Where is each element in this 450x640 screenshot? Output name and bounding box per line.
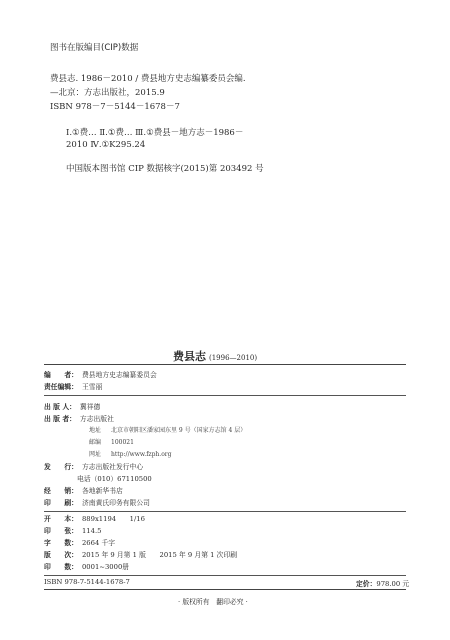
publisher-rep-value: 冀祥德 <box>79 403 101 411</box>
publisher-rep-label: 出 版 人： <box>44 403 76 411</box>
responsible-editor-value: 王雪丽 <box>81 383 103 391</box>
words-label: 字 数： <box>44 539 78 547</box>
editor-value: 费县地方史志编纂委员会 <box>81 371 157 379</box>
distribution-value: 方志出版社发行中心 <box>81 463 144 471</box>
words-row <box>44 537 115 547</box>
phone-row <box>77 473 152 483</box>
print-run-label: 印 数： <box>44 563 78 571</box>
isbn: ISBN 978-7-5144-1678-7 <box>44 578 130 586</box>
website-row <box>89 449 172 458</box>
cip-line-record-number: 中国版本图书馆 CIP 数据核字(2015)第 203492 号 <box>66 164 264 174</box>
editor-label: 编 者： <box>44 371 78 379</box>
print-run-row <box>44 561 129 571</box>
publisher-value: 方志出版社 <box>79 415 114 423</box>
address-value: 北京市朝阳区潘家园东里 9 号（国家方志馆 4 层） <box>111 427 247 434</box>
divider-3 <box>44 511 406 512</box>
distribution-label: 发 行： <box>44 463 78 471</box>
words-value: 2664 千字 <box>81 539 116 547</box>
cip-line-classification-cont: 2010 Ⅳ.①K295.24 <box>66 140 146 150</box>
website-label: 网址 <box>89 451 102 458</box>
price <box>356 578 409 588</box>
publisher-rep-row <box>44 401 100 411</box>
publisher-row <box>44 413 114 423</box>
printer-row <box>44 497 150 507</box>
responsible-editor-row <box>44 381 102 391</box>
responsible-editor-label: 责任编辑： <box>44 383 78 391</box>
printer-value: 济南黄氏印务有限公司 <box>81 499 150 507</box>
format-value: 889x1194 1/16 <box>81 515 145 523</box>
price-label: 定价： <box>356 580 377 588</box>
distribution-row <box>44 461 143 471</box>
book-title-text: 费县志 <box>173 350 206 363</box>
edition-label: 版 次： <box>44 551 78 559</box>
cip-line-citation: 费县志. 1986－2010 / 费县地方史志编纂委员会编. <box>50 74 246 84</box>
cip-line-publisher: —北京：方志出版社，2015.9 <box>50 88 165 98</box>
dealer-value: 各地新华书店 <box>81 487 123 495</box>
format-label: 开 本： <box>44 515 78 523</box>
postcode-row <box>89 437 134 446</box>
dealer-row <box>44 485 123 495</box>
divider-4 <box>44 575 406 576</box>
postcode-label: 邮编 <box>89 439 102 446</box>
book-title <box>173 348 257 364</box>
edition-row <box>44 549 237 559</box>
cip-line-isbn: ISBN 978－7－5144－1678－7 <box>50 102 180 112</box>
edition-value: 2015 年 9 月第 1 版 2015 年 9 月第 1 次印刷 <box>81 551 238 559</box>
printer-label: 印 刷： <box>44 499 78 507</box>
phone-value: 电话（010）67110500 <box>77 475 152 483</box>
book-title-years: (1996—2010) <box>209 354 258 362</box>
sheets-label: 印 张： <box>44 527 78 535</box>
address-label: 地址 <box>89 427 102 434</box>
publisher-label: 出 版 者： <box>44 415 76 423</box>
divider-2 <box>44 395 406 396</box>
format-row <box>44 513 145 523</box>
price-value: 978.00 元 <box>376 580 410 588</box>
editor-row <box>44 369 157 379</box>
sheets-value: 114.5 <box>81 527 102 535</box>
copyright-notice: · 版权所有 翻印必究 · <box>178 598 248 606</box>
sheets-row <box>44 525 101 535</box>
dealer-label: 经 销： <box>44 487 78 495</box>
print-run-value: 0001~3000册 <box>81 563 130 571</box>
address-row <box>89 425 246 434</box>
divider-bottom <box>44 589 406 590</box>
cip-heading: 图书在版编目(CIP)数据 <box>50 43 139 53</box>
website-value: http://www.fzph.org <box>111 451 172 458</box>
divider-top <box>44 364 406 365</box>
cip-line-classification: Ⅰ.①费… Ⅱ.①费… Ⅲ.①费县－地方志－1986－ <box>66 128 244 138</box>
postcode-value: 100021 <box>111 439 134 446</box>
